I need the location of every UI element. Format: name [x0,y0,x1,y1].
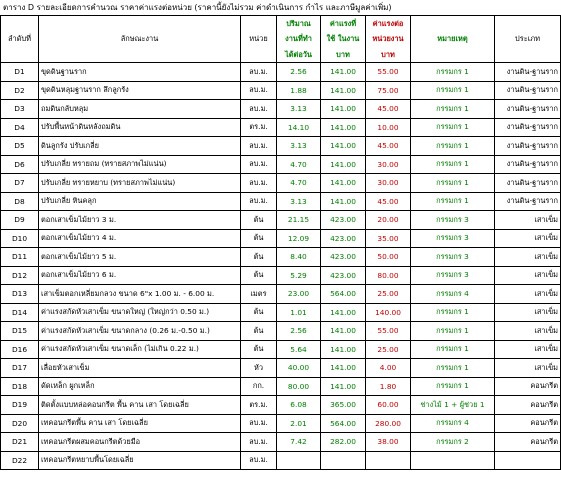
row-quantity-cell[interactable]: 14.10 [277,118,321,137]
row-type-cell[interactable]: เสาเข็ม [495,229,561,248]
row-description-cell[interactable]: เสาเข็มตอกเหลี่ยมกลวง ขนาด 6"x 1.00 ม. - 6.00 ม. [39,285,241,304]
row-wage-cell[interactable]: 141.00 [321,303,366,322]
row-unit-wage-cell[interactable]: 280.00 [366,414,411,433]
header-qty-2: งานที่ทำ [277,32,321,48]
row-description-cell[interactable]: ตอกเสาเข็มไม้ยาว 4 ม. [39,229,241,248]
row-description-cell[interactable]: ดัดเหล็ก ผูกเหล็ก [39,377,241,396]
row-quantity-cell[interactable]: 3.13 [277,100,321,119]
row-quantity-cell[interactable]: 40.00 [277,359,321,378]
row-unit-cell[interactable]: ลบ.ม. [241,81,277,100]
table-row[interactable] [1,100,561,119]
row-type-cell[interactable]: เสาเข็ม [495,248,561,267]
row-unit-wage-cell[interactable]: 45.00 [366,192,411,211]
row-description-cell[interactable]: ค่าแรงสกัดหัวเสาเข็ม ขนาดกลาง (0.26 ม.-0.50 ม.) [39,322,241,341]
table-row[interactable] [1,192,561,211]
header-type-cell [495,16,561,32]
row-description-cell[interactable]: ขุดดินฐานราก [39,63,241,82]
row-unit-cell[interactable]: ต้น [241,248,277,267]
row-unit-wage-cell[interactable]: 1.80 [366,377,411,396]
row-description-cell[interactable]: ขุดดินหลุมฐานราก ลึกลูกรัง [39,81,241,100]
row-unit-wage-cell[interactable]: 30.00 [366,174,411,193]
table-row[interactable] [1,155,561,174]
row-type-cell[interactable]: คอนกรีต [495,377,561,396]
header-blank-2 [39,47,241,63]
header-unitwage-2: หน่วยงาน [366,32,411,48]
row-unit-wage-cell[interactable]: 30.00 [366,155,411,174]
row-unit-cell[interactable]: ลบ.ม. [241,174,277,193]
row-wage-cell[interactable]: 564.00 [321,285,366,304]
row-unit-wage-cell[interactable]: 80.00 [366,266,411,285]
row-unit-wage-cell[interactable]: 140.00 [366,303,411,322]
row-wage-cell[interactable]: 141.00 [321,100,366,119]
header-wage-1: ค่าแรงที่ [321,16,366,32]
row-unit-cell[interactable]: ลบ.ม. [241,137,277,156]
row-wage-cell[interactable]: 141.00 [321,377,366,396]
row-number-cell[interactable]: D5 [1,137,39,156]
table-row[interactable] [1,359,561,378]
row-unit-wage-cell[interactable]: 50.00 [366,248,411,267]
header-type: ประเภท [495,32,561,48]
row-description-cell[interactable]: ดินลูกรัง ปรับเกลี่ย [39,137,241,156]
row-number-cell[interactable]: D18 [1,377,39,396]
table-body [1,63,561,470]
row-unit-cell[interactable]: หัว [241,359,277,378]
row-number-cell[interactable]: D20 [1,414,39,433]
header-qty-3: ได้ต่อวัน [277,47,321,63]
header-blank-5 [495,47,561,63]
row-type-cell[interactable]: งานดิน-ฐานราก [495,63,561,82]
row-unit-wage-cell[interactable]: 55.00 [366,322,411,341]
row-remark-cell[interactable]: กรรมกร 3 [411,266,495,285]
row-quantity-cell[interactable]: 23.00 [277,285,321,304]
header-remark-cell [411,16,495,32]
row-type-cell[interactable] [495,451,561,470]
row-number-cell[interactable]: D8 [1,192,39,211]
table-row[interactable] [1,81,561,100]
row-unit-cell[interactable]: ต้น [241,266,277,285]
row-wage-cell[interactable]: 141.00 [321,118,366,137]
row-remark-cell[interactable]: กรรมกร 1 [411,137,495,156]
table-row[interactable] [1,377,561,396]
row-unit-wage-cell[interactable]: 35.00 [366,229,411,248]
row-number-cell[interactable]: D3 [1,100,39,119]
row-number-cell[interactable]: D2 [1,81,39,100]
row-description-cell[interactable]: ปรับพื้นหน้าดินหลังถมดิน [39,118,241,137]
row-type-cell[interactable]: เสาเข็ม [495,303,561,322]
row-unit-wage-cell[interactable]: 75.00 [366,81,411,100]
row-remark-cell[interactable]: กรรมกร 1 [411,359,495,378]
row-quantity-cell[interactable]: 7.42 [277,433,321,452]
row-remark-cell[interactable]: ช่างไม้ 1 + ผู้ช่วย 1 [411,396,495,415]
row-quantity-cell[interactable]: 5.64 [277,340,321,359]
header-blank-4 [411,47,495,63]
row-wage-cell[interactable]: 423.00 [321,248,366,267]
row-quantity-cell[interactable]: 1.88 [277,81,321,100]
row-type-cell[interactable]: คอนกรีต [495,414,561,433]
header-unit: หน่วย [241,32,277,48]
row-unit-wage-cell[interactable]: 45.00 [366,137,411,156]
row-unit-wage-cell[interactable]: 60.00 [366,396,411,415]
row-wage-cell[interactable]: 423.00 [321,211,366,230]
row-type-cell[interactable]: งานดิน-ฐานราก [495,192,561,211]
row-quantity-cell[interactable]: 3.13 [277,137,321,156]
table-row[interactable] [1,174,561,193]
row-unit-wage-cell[interactable]: 55.00 [366,63,411,82]
table-row[interactable] [1,118,561,137]
row-remark-cell[interactable]: กรรมกร 1 [411,303,495,322]
row-wage-cell[interactable]: 141.00 [321,359,366,378]
row-unit-cell[interactable]: ต้น [241,322,277,341]
row-unit-cell[interactable]: ต้น [241,303,277,322]
header-unit-cell [241,16,277,32]
table-row[interactable] [1,229,561,248]
row-description-cell[interactable]: ปรับเกลี่ย ทรายหยาบ (ทรายสภาพไม่แน่น) [39,174,241,193]
row-quantity-cell[interactable]: 8.40 [277,248,321,267]
row-type-cell[interactable]: งานดิน-ฐานราก [495,81,561,100]
row-unit-cell[interactable]: ลบ.ม. [241,63,277,82]
row-type-cell[interactable]: งานดิน-ฐานราก [495,174,561,193]
row-description-cell[interactable]: ค่าแรงสกัดหัวเสาเข็ม ขนาดใหญ่ (ใหญ่กว่า 0.50 ม.) [39,303,241,322]
row-description-cell[interactable]: เลื่อยหัวเสาเข็ม [39,359,241,378]
table-row[interactable] [1,303,561,322]
row-remark-cell[interactable]: กรรมกร 1 [411,174,495,193]
row-remark-cell[interactable]: กรรมกร 1 [411,63,495,82]
row-type-cell[interactable]: เสาเข็ม [495,211,561,230]
labor-cost-table [0,16,561,470]
row-unit-cell[interactable]: ลบ.ม. [241,100,277,119]
row-remark-cell[interactable]: กรรมกร 3 [411,211,495,230]
row-wage-cell[interactable]: 141.00 [321,174,366,193]
row-unit-cell[interactable]: ลบ.ม. [241,192,277,211]
row-description-cell[interactable]: ติดตั้งแบบหล่อคอนกรีต พื้น คาน เสา โดยเฉลี่ย [39,396,241,415]
row-unit-cell[interactable]: เมตร [241,285,277,304]
table-row[interactable] [1,285,561,304]
row-quantity-cell[interactable]: 2.56 [277,63,321,82]
row-type-cell[interactable]: งานดิน-ฐานราก [495,155,561,174]
row-number-cell[interactable]: D1 [1,63,39,82]
row-unit-cell[interactable]: ลบ.ม. [241,433,277,452]
header-no: ลำดับที่ [1,32,39,48]
row-type-cell[interactable]: งานดิน-ฐานราก [495,100,561,119]
header-qty-1: ปริมาณ [277,16,321,32]
header-desc-cell [39,16,241,32]
row-type-cell[interactable]: งานดิน-ฐานราก [495,118,561,137]
header-no-cell [1,16,39,32]
row-remark-cell[interactable]: กรรมกร 1 [411,81,495,100]
row-description-cell[interactable]: ค่าแรงสกัดหัวเสาเข็ม ขนาดเล็ก (ไม่เกิน 0.22 ม.) [39,340,241,359]
row-quantity-cell[interactable]: 1.01 [277,303,321,322]
sheet-title: ตาราง D รายละเอียดการคำนวณ ราคาค่าแรงต่อหน่วย (ราคานี้ยังไม่รวม ค่าดำเนินการ กำไร และภาษีมูลค่าเพิ่ม) [0,0,561,16]
row-number-cell[interactable]: D4 [1,118,39,137]
row-remark-cell[interactable]: กรรมกร 1 [411,100,495,119]
table-row[interactable] [1,211,561,230]
row-remark-cell[interactable]: กรรมกร 1 [411,118,495,137]
row-wage-cell[interactable]: 141.00 [321,340,366,359]
header-wage-2: ใช้ ในงาน [321,32,366,48]
row-remark-cell[interactable] [411,451,495,470]
row-quantity-cell[interactable]: 3.13 [277,192,321,211]
row-number-cell[interactable]: D6 [1,155,39,174]
table-row[interactable] [1,248,561,267]
row-type-cell[interactable]: งานดิน-ฐานราก [495,137,561,156]
row-number-cell[interactable]: D21 [1,433,39,452]
row-type-cell[interactable]: เสาเข็ม [495,359,561,378]
header-remark: หมายเหตุ [411,32,495,48]
row-quantity-cell[interactable]: 2.56 [277,322,321,341]
row-quantity-cell[interactable]: 21.15 [277,211,321,230]
row-description-cell[interactable]: ถมดินกลับหลุม [39,100,241,119]
row-remark-cell[interactable]: กรรมกร 4 [411,285,495,304]
row-unit-cell[interactable]: ตร.ม. [241,396,277,415]
row-number-cell[interactable]: D11 [1,248,39,267]
row-remark-cell[interactable]: กรรมกร 1 [411,340,495,359]
row-type-cell[interactable]: เสาเข็ม [495,285,561,304]
row-number-cell[interactable]: D19 [1,396,39,415]
row-unit-cell[interactable]: ลบ.ม. [241,451,277,470]
table-header [1,16,561,63]
row-number-cell[interactable]: D15 [1,322,39,341]
row-remark-cell[interactable]: กรรมกร 1 [411,155,495,174]
header-blank-3 [241,47,277,63]
table-row[interactable] [1,322,561,341]
row-remark-cell[interactable]: กรรมกร 3 [411,248,495,267]
row-unit-cell[interactable]: กก. [241,377,277,396]
row-wage-cell[interactable]: 141.00 [321,155,366,174]
row-wage-cell[interactable] [321,451,366,470]
row-number-cell[interactable]: D12 [1,266,39,285]
header-blank-1 [1,47,39,63]
table-row[interactable] [1,340,561,359]
header-desc: ลักษณะงาน [39,32,241,48]
table-row[interactable] [1,414,561,433]
row-unit-cell[interactable]: ต้น [241,211,277,230]
row-number-cell[interactable]: D14 [1,303,39,322]
row-description-cell[interactable]: เทคอนกรีตพื้น คาน เสา โดยเฉลี่ย [39,414,241,433]
row-wage-cell[interactable]: 141.00 [321,192,366,211]
row-unit-cell[interactable]: ลบ.ม. [241,155,277,174]
table-row[interactable] [1,433,561,452]
row-number-cell[interactable]: D22 [1,451,39,470]
row-number-cell[interactable]: D7 [1,174,39,193]
row-wage-cell[interactable]: 423.00 [321,229,366,248]
table-row[interactable] [1,137,561,156]
row-unit-wage-cell[interactable]: 10.00 [366,118,411,137]
row-unit-wage-cell[interactable]: 20.00 [366,211,411,230]
row-number-cell[interactable]: D16 [1,340,39,359]
row-unit-wage-cell[interactable]: 45.00 [366,100,411,119]
row-description-cell[interactable]: เทคอนกรีตผสมคอนกรีตด้วยมือ [39,433,241,452]
row-wage-cell[interactable]: 365.00 [321,396,366,415]
row-number-cell[interactable]: D13 [1,285,39,304]
header-unitwage-3: บาท [366,47,411,63]
row-type-cell[interactable]: คอนกรีต [495,433,561,452]
row-remark-cell[interactable]: กรรมกร 2 [411,433,495,452]
row-wage-cell[interactable]: 423.00 [321,266,366,285]
header-wage-3: บาท [321,47,366,63]
row-description-cell[interactable]: ปรับเกลี่ย ทรายถม (ทรายสภาพไม่แน่น) [39,155,241,174]
row-description-cell[interactable]: ปรับเกลี่ย หินคลุก [39,192,241,211]
table-row[interactable] [1,63,561,82]
row-description-cell[interactable]: ตอกเสาเข็มไม้ยาว 3 ม. [39,211,241,230]
row-type-cell[interactable]: เสาเข็ม [495,322,561,341]
row-quantity-cell[interactable]: 4.70 [277,174,321,193]
header-unitwage-1: ค่าแรงต่อ [366,16,411,32]
row-unit-wage-cell[interactable] [366,451,411,470]
row-type-cell[interactable]: เสาเข็ม [495,340,561,359]
row-unit-wage-cell[interactable]: 38.00 [366,433,411,452]
row-unit-cell[interactable]: ต้น [241,229,277,248]
row-description-cell[interactable]: ตอกเสาเข็มไม้ยาว 6 ม. [39,266,241,285]
row-quantity-cell[interactable]: 6.08 [277,396,321,415]
row-remark-cell[interactable]: กรรมกร 3 [411,229,495,248]
row-description-cell[interactable]: เทคอนกรีตหยาบพื้นโดยเฉลี่ย [39,451,241,470]
table-row[interactable] [1,396,561,415]
row-quantity-cell[interactable]: 5.29 [277,266,321,285]
row-type-cell[interactable]: เสาเข็ม [495,266,561,285]
row-unit-cell[interactable]: ลบ.ม. [241,414,277,433]
row-description-cell[interactable]: ตอกเสาเข็มไม้ยาว 5 ม. [39,248,241,267]
row-remark-cell[interactable]: กรรมกร 1 [411,377,495,396]
table-row[interactable] [1,451,561,470]
row-type-cell[interactable]: คอนกรีต [495,396,561,415]
row-unit-cell[interactable]: ต้น [241,340,277,359]
row-wage-cell[interactable]: 141.00 [321,322,366,341]
table-row[interactable] [1,266,561,285]
row-unit-wage-cell[interactable]: 25.00 [366,340,411,359]
row-quantity-cell[interactable]: 2.01 [277,414,321,433]
row-quantity-cell[interactable] [277,451,321,470]
row-wage-cell[interactable]: 141.00 [321,63,366,82]
row-quantity-cell[interactable]: 12.09 [277,229,321,248]
row-quantity-cell[interactable]: 80.00 [277,377,321,396]
row-number-cell[interactable]: D9 [1,211,39,230]
row-remark-cell[interactable]: กรรมกร 1 [411,192,495,211]
row-number-cell[interactable]: D17 [1,359,39,378]
row-remark-cell[interactable]: กรรมกร 1 [411,322,495,341]
row-remark-cell[interactable]: กรรมกร 4 [411,414,495,433]
row-wage-cell[interactable]: 141.00 [321,81,366,100]
row-unit-wage-cell[interactable]: 25.00 [366,285,411,304]
row-quantity-cell[interactable]: 4.70 [277,155,321,174]
row-wage-cell[interactable]: 141.00 [321,137,366,156]
row-unit-cell[interactable]: ตร.ม. [241,118,277,137]
row-number-cell[interactable]: D10 [1,229,39,248]
row-unit-wage-cell[interactable]: 4.00 [366,359,411,378]
row-wage-cell[interactable]: 564.00 [321,414,366,433]
row-wage-cell[interactable]: 282.00 [321,433,366,452]
